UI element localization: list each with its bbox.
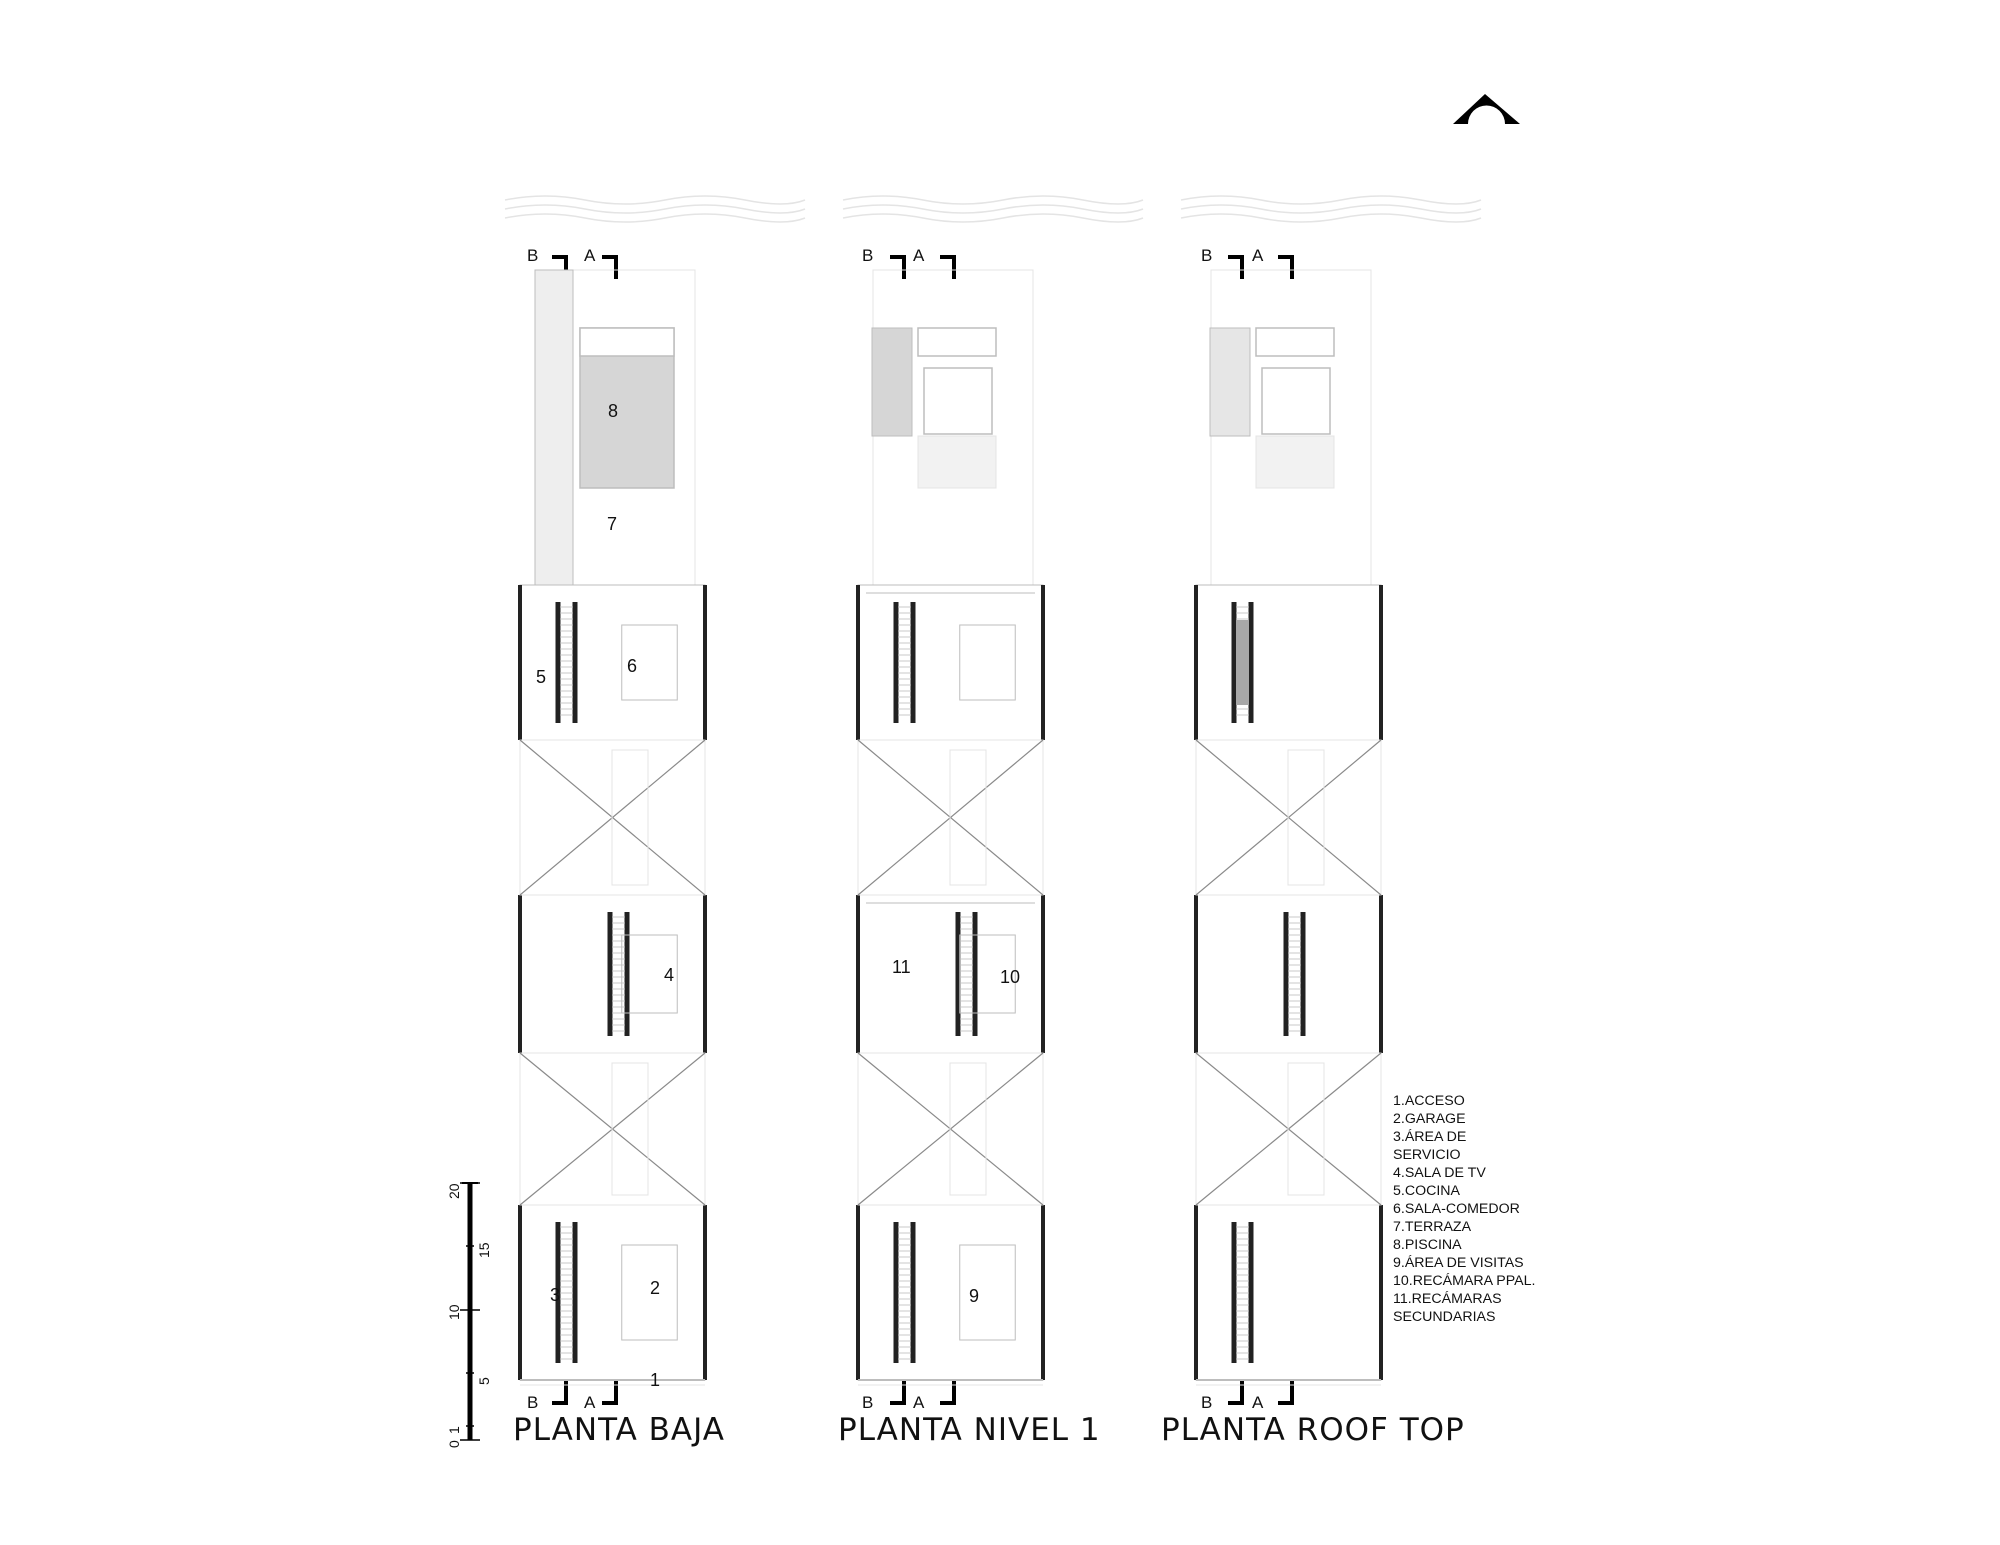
legend-item: SERVICIO — [1393, 1147, 1461, 1163]
section-mark-b: B — [1201, 1393, 1213, 1412]
deck-strip — [535, 270, 573, 585]
legend-item: 3.ÁREA DE — [1393, 1129, 1467, 1145]
section-mark-a: A — [584, 1393, 596, 1412]
street-line — [843, 214, 1143, 222]
scale-tick-label: 0 — [446, 1440, 462, 1448]
room-legend — [1393, 1092, 1583, 1326]
legend-item: 6.SALA-COMEDOR — [1393, 1201, 1520, 1217]
section-mark-a: A — [913, 1393, 925, 1412]
section-mark-b — [890, 257, 904, 279]
room-number: 6 — [627, 656, 638, 676]
garden-bed — [612, 1063, 648, 1195]
section-mark-a — [602, 1381, 616, 1403]
scale-bar — [462, 1183, 478, 1440]
plan-title-roof: PLANTA ROOF TOP — [1161, 1412, 1465, 1448]
garden-bed — [1288, 1063, 1324, 1195]
section-mark-b — [1228, 1381, 1242, 1403]
garden-bed — [950, 1063, 986, 1195]
room-number: 1 — [650, 1370, 661, 1390]
pool-edge — [580, 328, 674, 356]
building-block — [1196, 585, 1381, 740]
street-line — [843, 205, 1143, 213]
room-number: 7 — [607, 514, 618, 534]
room-number: 10 — [1000, 967, 1021, 987]
legend-item: 4.SALA DE TV — [1393, 1165, 1486, 1181]
street-line — [843, 196, 1143, 204]
skylight — [1236, 620, 1249, 705]
pergola — [1210, 328, 1250, 436]
furniture — [960, 625, 1016, 700]
scale-tick-label: 15 — [476, 1242, 492, 1258]
legend-item: 2.GARAGE — [1393, 1111, 1466, 1127]
section-mark-a: A — [913, 246, 925, 265]
deck — [1256, 436, 1334, 488]
scale-tick-label: 20 — [446, 1183, 462, 1199]
pergola — [872, 328, 912, 436]
room-number: 4 — [664, 965, 675, 985]
section-mark-a: A — [584, 246, 596, 265]
section-mark-a — [602, 257, 616, 279]
section-mark-b: B — [862, 1393, 874, 1412]
street-line — [505, 214, 805, 222]
section-mark-a — [940, 257, 954, 279]
section-mark-b — [890, 1381, 904, 1403]
garden-bed — [1288, 750, 1324, 885]
garden-bed — [950, 750, 986, 885]
street-line — [1181, 196, 1481, 204]
section-mark-b — [552, 1381, 566, 1403]
section-mark-a — [1278, 1381, 1292, 1403]
section-mark-a: A — [1252, 1393, 1264, 1412]
section-mark-a: A — [1252, 246, 1264, 265]
pool-edge — [1256, 328, 1334, 356]
street-line — [1181, 214, 1481, 222]
legend-item: 11.RECÁMARAS — [1393, 1291, 1502, 1307]
legend-item: 10.RECÁMARA PPAL. — [1393, 1273, 1536, 1289]
room-number: 11 — [892, 957, 911, 977]
section-mark-b: B — [527, 1393, 539, 1412]
section-mark-b — [1228, 257, 1242, 279]
legend-item: SECUNDARIAS — [1393, 1309, 1496, 1325]
room-number: 8 — [608, 401, 619, 421]
street-line — [505, 205, 805, 213]
room-number: 9 — [969, 1286, 980, 1306]
plan-title-baja: PLANTA BAJA — [513, 1412, 725, 1448]
legend-item: 9.ÁREA DE VISITAS — [1393, 1255, 1524, 1271]
north-arrow-icon — [1453, 94, 1520, 124]
section-mark-b: B — [1201, 246, 1213, 265]
section-mark-a — [940, 1381, 954, 1403]
room-number: 2 — [650, 1278, 661, 1298]
legend-item: 5.COCINA — [1393, 1183, 1461, 1199]
pool-edge — [918, 328, 996, 356]
pool-cover — [1262, 368, 1330, 434]
section-mark-a — [1278, 257, 1292, 279]
street-line — [505, 196, 805, 204]
building-block — [1196, 1205, 1381, 1380]
legend-item: 1.ACCESO — [1393, 1093, 1465, 1109]
section-mark-b: B — [862, 246, 874, 265]
room-number: 5 — [536, 667, 547, 687]
scale-tick-label: 1 — [446, 1426, 462, 1434]
garden-bed — [612, 750, 648, 885]
street-line — [1181, 205, 1481, 213]
pool-cover — [924, 368, 992, 434]
legend-item: 8.PISCINA — [1393, 1237, 1462, 1253]
room-number: 3 — [550, 1285, 561, 1305]
scale-tick-label: 10 — [446, 1304, 462, 1320]
deck — [918, 436, 996, 488]
plan-title-nivel: PLANTA NIVEL 1 — [838, 1412, 1101, 1448]
section-mark-b: B — [527, 246, 539, 265]
legend-item: 7.TERRAZA — [1393, 1219, 1472, 1235]
scale-tick-label: 5 — [476, 1377, 492, 1385]
